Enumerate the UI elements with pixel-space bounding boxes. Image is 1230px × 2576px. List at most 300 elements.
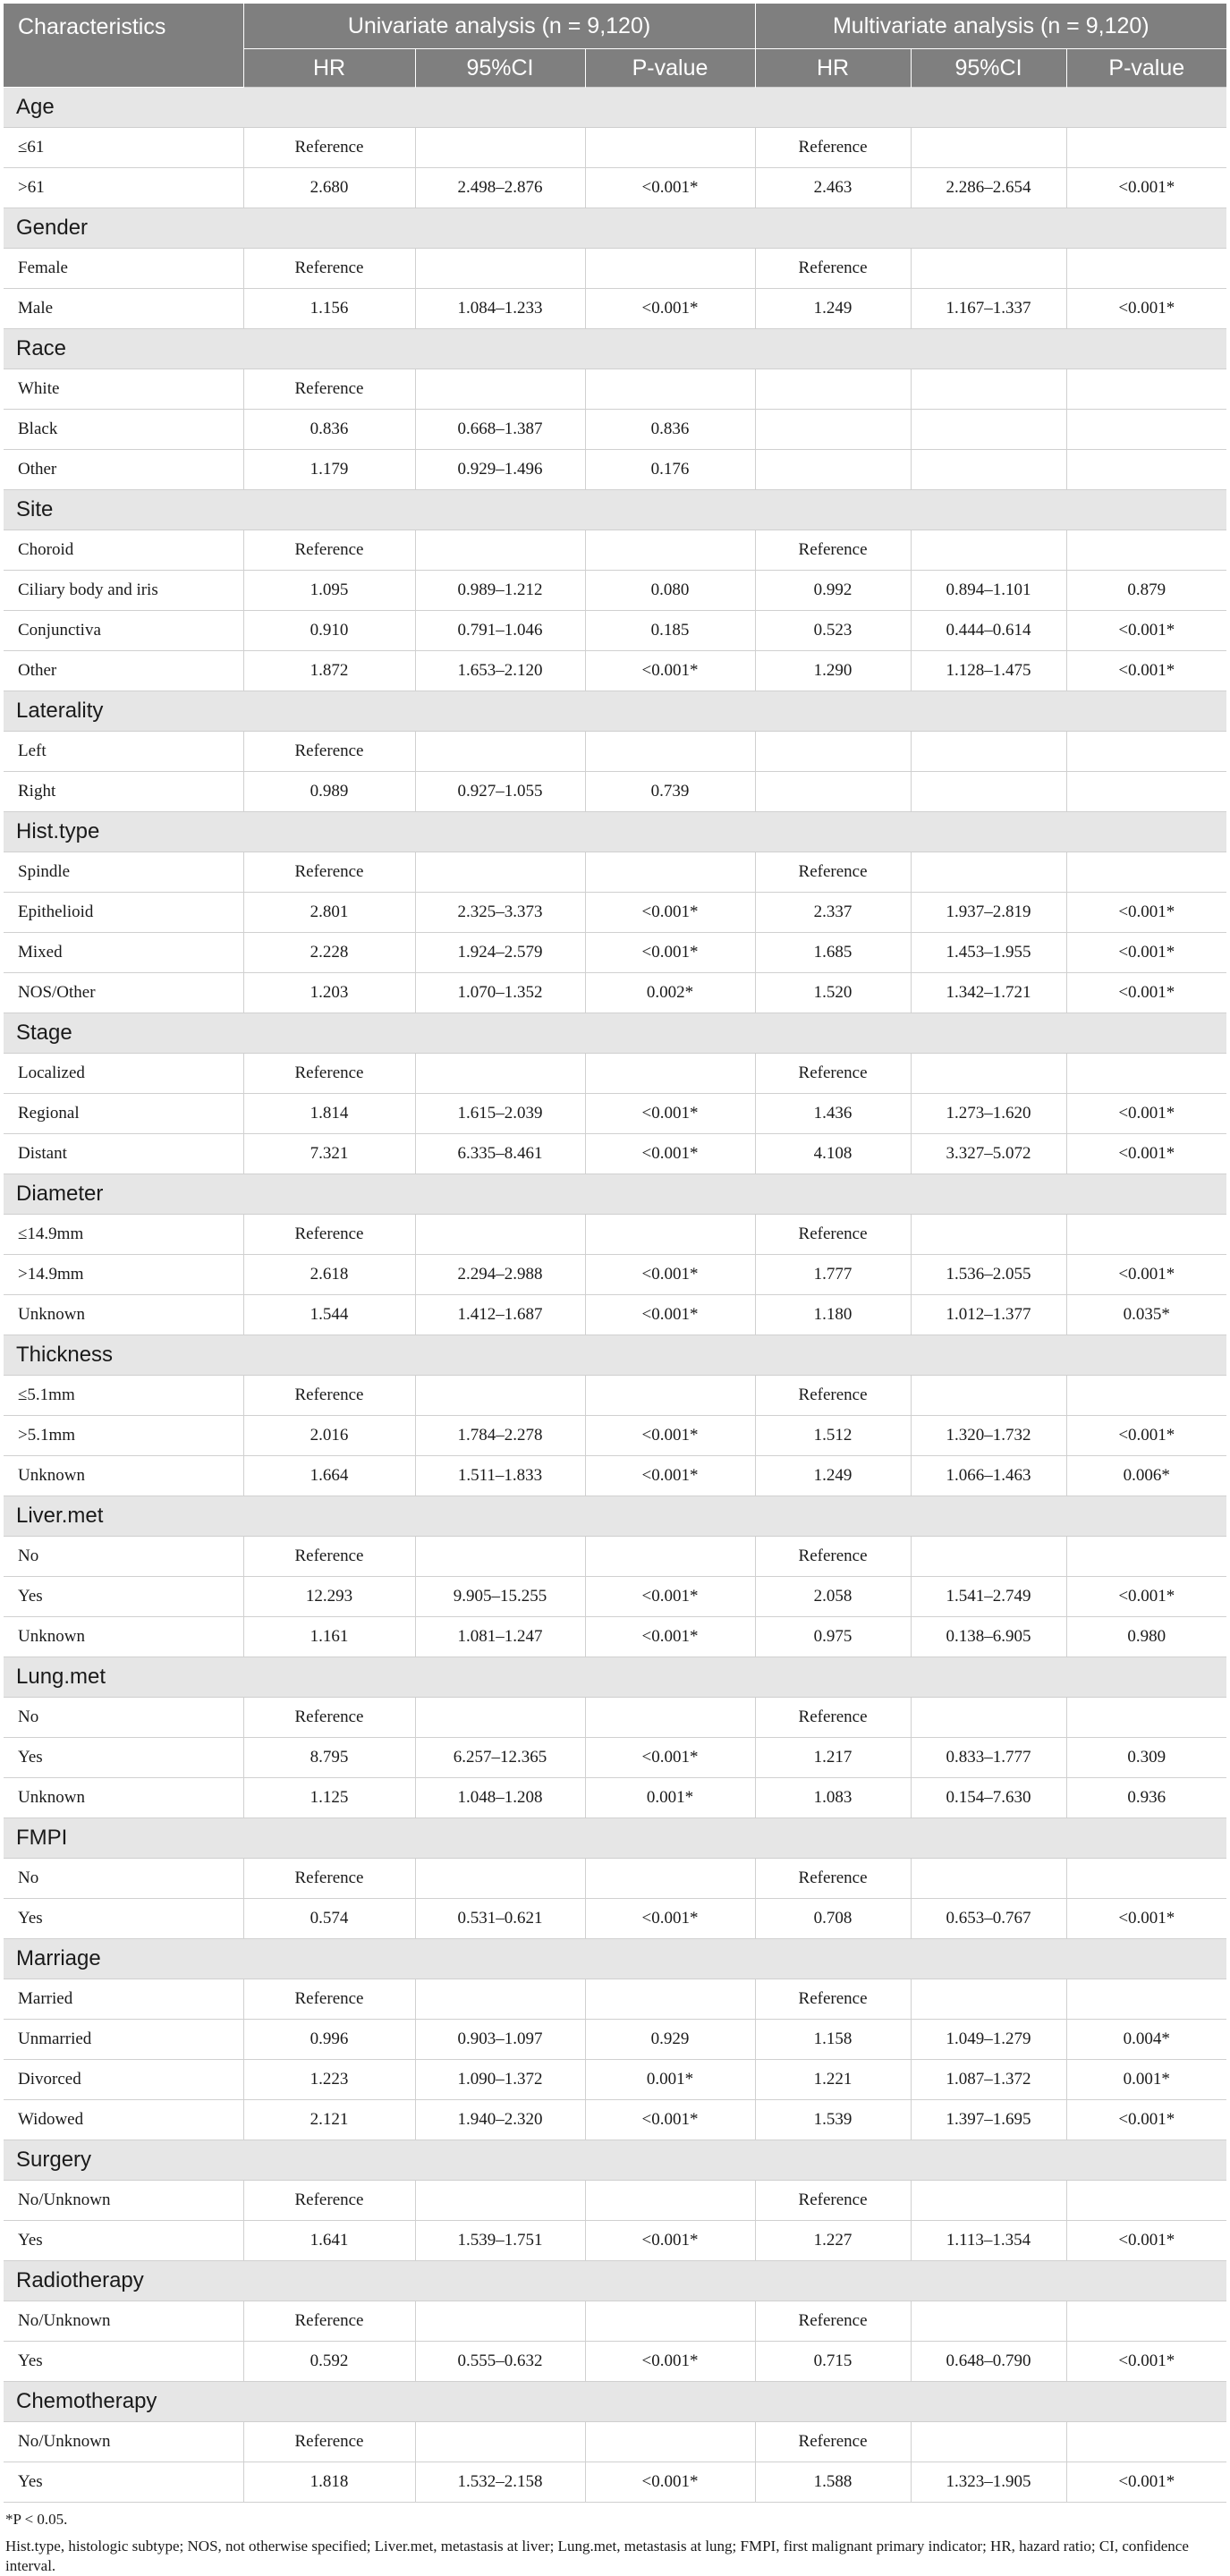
uni-ci-cell: 0.531–0.621: [415, 1899, 585, 1939]
section-row: [4, 812, 1226, 852]
multi-hr-cell: 1.520: [755, 973, 911, 1013]
multi-ci-cell: 1.113–1.354: [911, 2221, 1066, 2261]
multi-pvalue-cell: 0.001*: [1066, 2060, 1226, 2100]
multi-ci-cell: 1.049–1.279: [911, 2020, 1066, 2060]
multi-hr-cell: 2.058: [755, 1577, 911, 1617]
table-row: [4, 933, 1226, 973]
uni-pvalue-cell: [585, 2181, 755, 2221]
multi-pvalue-cell: 0.879: [1066, 571, 1226, 611]
multi-hr-cell: 0.523: [755, 611, 911, 651]
uni-pvalue-cell: [585, 1054, 755, 1094]
uni-ci-cell: [415, 1859, 585, 1899]
multi-hr-cell: 1.180: [755, 1295, 911, 1335]
uni-hr-cell: 1.203: [243, 973, 415, 1013]
row-label: >14.9mm: [4, 1255, 243, 1295]
uni-hr-cell: 1.814: [243, 1094, 415, 1134]
uni-ci-cell: [415, 369, 585, 410]
table-row: [4, 1054, 1226, 1094]
multi-ci-cell: 1.536–2.055: [911, 1255, 1066, 1295]
uni-hr-cell: 1.095: [243, 571, 415, 611]
uni-hr-cell: 1.818: [243, 2462, 415, 2503]
uni-pvalue-cell: [585, 249, 755, 289]
section-row: [4, 691, 1226, 732]
uni-hr-cell: 8.795: [243, 1738, 415, 1778]
uni-pvalue-cell: <0.001*: [585, 1094, 755, 1134]
row-label: Married: [4, 1979, 243, 2020]
row-label: Unmarried: [4, 2020, 243, 2060]
uni-hr-cell: 7.321: [243, 1134, 415, 1174]
row-label: Epithelioid: [4, 893, 243, 933]
multi-ci-cell: 1.541–2.749: [911, 1577, 1066, 1617]
multi-pvalue-cell: <0.001*: [1066, 2342, 1226, 2382]
uni-ci-cell: 1.412–1.687: [415, 1295, 585, 1335]
table-row: [4, 2221, 1226, 2261]
uni-ci-cell: [415, 530, 585, 571]
uni-pvalue-cell: <0.001*: [585, 651, 755, 691]
row-label: Choroid: [4, 530, 243, 571]
uni-hr-cell: Reference: [243, 369, 415, 410]
multi-pvalue-cell: 0.309: [1066, 1738, 1226, 1778]
uni-pvalue-cell: 0.080: [585, 571, 755, 611]
multi-ci-cell: [911, 852, 1066, 893]
multi-hr-cell: Reference: [755, 1859, 911, 1899]
table-row: [4, 1456, 1226, 1496]
uni-ci-cell: 1.784–2.278: [415, 1416, 585, 1456]
section-label: Surgery: [4, 2140, 1226, 2181]
multi-ci-cell: [911, 410, 1066, 450]
table-row: [4, 732, 1226, 772]
section-row: [4, 2261, 1226, 2301]
row-label: Yes: [4, 2342, 243, 2382]
uni-ci-cell: 1.615–2.039: [415, 1094, 585, 1134]
uni-ci-cell: 6.257–12.365: [415, 1738, 585, 1778]
multi-ci-cell: [911, 772, 1066, 812]
uni-pvalue-cell: <0.001*: [585, 2462, 755, 2503]
multi-pvalue-cell: <0.001*: [1066, 1134, 1226, 1174]
uni-pvalue-cell: <0.001*: [585, 893, 755, 933]
table-row: [4, 1416, 1226, 1456]
section-label: Stage: [4, 1013, 1226, 1054]
uni-hr-cell: 0.996: [243, 2020, 415, 2060]
multi-pvalue-cell: 0.035*: [1066, 1295, 1226, 1335]
uni-pvalue-cell: <0.001*: [585, 1617, 755, 1657]
table-row: [4, 289, 1226, 329]
uni-pvalue-cell: <0.001*: [585, 1738, 755, 1778]
multi-ci-cell: [911, 2422, 1066, 2462]
uni-ci-cell: 0.668–1.387: [415, 410, 585, 450]
header-uni-hr: HR: [243, 49, 415, 88]
table-row: [4, 2020, 1226, 2060]
table-row: [4, 369, 1226, 410]
multi-pvalue-cell: [1066, 1376, 1226, 1416]
multi-pvalue-cell: [1066, 2301, 1226, 2342]
row-label: Spindle: [4, 852, 243, 893]
row-label: Male: [4, 289, 243, 329]
multi-hr-cell: [755, 410, 911, 450]
multi-ci-cell: 0.653–0.767: [911, 1899, 1066, 1939]
uni-ci-cell: [415, 1698, 585, 1738]
uni-hr-cell: Reference: [243, 732, 415, 772]
row-label: Unknown: [4, 1295, 243, 1335]
multi-pvalue-cell: <0.001*: [1066, 1899, 1226, 1939]
uni-pvalue-cell: <0.001*: [585, 1456, 755, 1496]
section-label: Liver.met: [4, 1496, 1226, 1537]
row-label: Mixed: [4, 933, 243, 973]
section-row: [4, 1013, 1226, 1054]
row-label: NOS/Other: [4, 973, 243, 1013]
uni-pvalue-cell: [585, 1215, 755, 1255]
multi-pvalue-cell: [1066, 2422, 1226, 2462]
multi-hr-cell: 1.221: [755, 2060, 911, 2100]
multi-pvalue-cell: [1066, 1537, 1226, 1577]
uni-hr-cell: Reference: [243, 1698, 415, 1738]
row-label: Yes: [4, 1738, 243, 1778]
uni-hr-cell: 1.223: [243, 2060, 415, 2100]
multi-pvalue-cell: [1066, 410, 1226, 450]
section-row: [4, 329, 1226, 369]
multi-pvalue-cell: [1066, 128, 1226, 168]
uni-ci-cell: [415, 2301, 585, 2342]
multi-hr-cell: Reference: [755, 1537, 911, 1577]
multi-hr-cell: 1.685: [755, 933, 911, 973]
multi-pvalue-cell: <0.001*: [1066, 2462, 1226, 2503]
multi-hr-cell: 1.539: [755, 2100, 911, 2140]
uni-ci-cell: 0.929–1.496: [415, 450, 585, 490]
row-label: Left: [4, 732, 243, 772]
row-label: Black: [4, 410, 243, 450]
uni-hr-cell: 0.836: [243, 410, 415, 450]
uni-pvalue-cell: <0.001*: [585, 1899, 755, 1939]
table-row: [4, 611, 1226, 651]
multi-ci-cell: 1.342–1.721: [911, 973, 1066, 1013]
section-label: Gender: [4, 208, 1226, 249]
multi-pvalue-cell: <0.001*: [1066, 1255, 1226, 1295]
section-row: [4, 490, 1226, 530]
section-row: [4, 1818, 1226, 1859]
multi-hr-cell: 1.436: [755, 1094, 911, 1134]
row-label: >5.1mm: [4, 1416, 243, 1456]
multi-hr-cell: 1.777: [755, 1255, 911, 1295]
uni-pvalue-cell: <0.001*: [585, 933, 755, 973]
table-row: [4, 1899, 1226, 1939]
multi-hr-cell: Reference: [755, 1698, 911, 1738]
uni-ci-cell: [415, 1979, 585, 2020]
table-row: [4, 1134, 1226, 1174]
multi-pvalue-cell: 0.980: [1066, 1617, 1226, 1657]
row-label: Yes: [4, 2462, 243, 2503]
row-label: Distant: [4, 1134, 243, 1174]
multi-ci-cell: 0.138–6.905: [911, 1617, 1066, 1657]
row-label: Regional: [4, 1094, 243, 1134]
table-row: [4, 1738, 1226, 1778]
multi-pvalue-cell: [1066, 2181, 1226, 2221]
multi-hr-cell: [755, 450, 911, 490]
uni-hr-cell: 1.641: [243, 2221, 415, 2261]
uni-ci-cell: 0.555–0.632: [415, 2342, 585, 2382]
table-body: [4, 88, 1226, 2503]
uni-ci-cell: 0.791–1.046: [415, 611, 585, 651]
row-label: Other: [4, 450, 243, 490]
multi-ci-cell: 3.327–5.072: [911, 1134, 1066, 1174]
multi-ci-cell: 1.066–1.463: [911, 1456, 1066, 1496]
uni-pvalue-cell: [585, 2301, 755, 2342]
uni-hr-cell: Reference: [243, 1537, 415, 1577]
multi-pvalue-cell: <0.001*: [1066, 1094, 1226, 1134]
multi-hr-cell: 0.975: [755, 1617, 911, 1657]
uni-ci-cell: [415, 1215, 585, 1255]
row-label: Female: [4, 249, 243, 289]
multi-ci-cell: 0.894–1.101: [911, 571, 1066, 611]
uni-pvalue-cell: [585, 1376, 755, 1416]
row-label: Other: [4, 651, 243, 691]
multi-pvalue-cell: <0.001*: [1066, 2221, 1226, 2261]
multi-ci-cell: [911, 249, 1066, 289]
uni-hr-cell: 0.574: [243, 1899, 415, 1939]
uni-pvalue-cell: 0.002*: [585, 973, 755, 1013]
uni-ci-cell: 1.048–1.208: [415, 1778, 585, 1818]
multi-ci-cell: 1.167–1.337: [911, 289, 1066, 329]
uni-pvalue-cell: <0.001*: [585, 1577, 755, 1617]
table-row: [4, 2060, 1226, 2100]
multi-hr-cell: 1.217: [755, 1738, 911, 1778]
multi-hr-cell: 2.337: [755, 893, 911, 933]
uni-hr-cell: 1.544: [243, 1295, 415, 1335]
multi-ci-cell: 1.087–1.372: [911, 2060, 1066, 2100]
uni-pvalue-cell: [585, 1979, 755, 2020]
multi-pvalue-cell: [1066, 852, 1226, 893]
multi-hr-cell: 1.158: [755, 2020, 911, 2060]
table-row: [4, 1617, 1226, 1657]
uni-ci-cell: 1.081–1.247: [415, 1617, 585, 1657]
multi-hr-cell: Reference: [755, 249, 911, 289]
uni-pvalue-cell: 0.739: [585, 772, 755, 812]
header-multi-ci: 95%CI: [911, 49, 1066, 88]
multi-hr-cell: 1.227: [755, 2221, 911, 2261]
uni-ci-cell: [415, 732, 585, 772]
results-table: [4, 4, 1226, 2503]
header-multivariate: Multivariate analysis (n = 9,120): [755, 4, 1226, 49]
row-label: Unknown: [4, 1456, 243, 1496]
row-label: Conjunctiva: [4, 611, 243, 651]
multi-pvalue-cell: [1066, 732, 1226, 772]
footnote-significance: *P < 0.05.: [5, 2511, 68, 2528]
table-row: [4, 1698, 1226, 1738]
section-row: [4, 88, 1226, 128]
table-row: [4, 1215, 1226, 1255]
multi-pvalue-cell: <0.001*: [1066, 973, 1226, 1013]
uni-hr-cell: 1.664: [243, 1456, 415, 1496]
uni-pvalue-cell: 0.176: [585, 450, 755, 490]
uni-ci-cell: 0.927–1.055: [415, 772, 585, 812]
section-row: [4, 208, 1226, 249]
multi-pvalue-cell: <0.001*: [1066, 168, 1226, 208]
section-row: [4, 1657, 1226, 1698]
multi-ci-cell: 1.273–1.620: [911, 1094, 1066, 1134]
table-row: [4, 128, 1226, 168]
multi-pvalue-cell: <0.001*: [1066, 289, 1226, 329]
section-label: Hist.type: [4, 812, 1226, 852]
row-label: ≤61: [4, 128, 243, 168]
uni-pvalue-cell: [585, 852, 755, 893]
multi-pvalue-cell: [1066, 1054, 1226, 1094]
multi-hr-cell: [755, 772, 911, 812]
table-row: [4, 973, 1226, 1013]
uni-pvalue-cell: [585, 2422, 755, 2462]
table-row: [4, 1859, 1226, 1899]
table-header: [4, 4, 1226, 88]
uni-pvalue-cell: <0.001*: [585, 1255, 755, 1295]
row-label: Unknown: [4, 1778, 243, 1818]
table-row: [4, 410, 1226, 450]
section-label: Radiotherapy: [4, 2261, 1226, 2301]
table-row: [4, 168, 1226, 208]
multi-hr-cell: 1.588: [755, 2462, 911, 2503]
uni-pvalue-cell: <0.001*: [585, 2100, 755, 2140]
uni-ci-cell: 1.653–2.120: [415, 651, 585, 691]
uni-ci-cell: 1.940–2.320: [415, 2100, 585, 2140]
multi-ci-cell: [911, 2301, 1066, 2342]
multi-ci-cell: 1.397–1.695: [911, 2100, 1066, 2140]
multi-ci-cell: [911, 732, 1066, 772]
multi-ci-cell: 1.937–2.819: [911, 893, 1066, 933]
table-row: [4, 530, 1226, 571]
uni-ci-cell: 9.905–15.255: [415, 1577, 585, 1617]
table-row: [4, 1255, 1226, 1295]
header-univariate: Univariate analysis (n = 9,120): [243, 4, 755, 49]
row-label: No/Unknown: [4, 2422, 243, 2462]
multi-ci-cell: 1.128–1.475: [911, 651, 1066, 691]
uni-pvalue-cell: <0.001*: [585, 168, 755, 208]
table-row: [4, 1094, 1226, 1134]
uni-hr-cell: Reference: [243, 852, 415, 893]
multi-ci-cell: [911, 1859, 1066, 1899]
multi-hr-cell: 1.083: [755, 1778, 911, 1818]
multi-ci-cell: 0.444–0.614: [911, 611, 1066, 651]
uni-hr-cell: 1.156: [243, 289, 415, 329]
table-row: [4, 450, 1226, 490]
multi-hr-cell: Reference: [755, 2181, 911, 2221]
multi-pvalue-cell: <0.001*: [1066, 651, 1226, 691]
multi-hr-cell: 2.463: [755, 168, 911, 208]
multi-ci-cell: [911, 1537, 1066, 1577]
multi-ci-cell: 0.154–7.630: [911, 1778, 1066, 1818]
multi-hr-cell: Reference: [755, 1215, 911, 1255]
table-row: [4, 893, 1226, 933]
section-label: Laterality: [4, 691, 1226, 732]
multi-pvalue-cell: [1066, 1698, 1226, 1738]
uni-ci-cell: 0.989–1.212: [415, 571, 585, 611]
row-label: Yes: [4, 1577, 243, 1617]
multi-hr-cell: 0.992: [755, 571, 911, 611]
uni-hr-cell: Reference: [243, 128, 415, 168]
uni-pvalue-cell: [585, 1698, 755, 1738]
uni-ci-cell: 0.903–1.097: [415, 2020, 585, 2060]
row-label: No: [4, 1859, 243, 1899]
uni-ci-cell: 1.924–2.579: [415, 933, 585, 973]
uni-pvalue-cell: 0.929: [585, 2020, 755, 2060]
uni-hr-cell: Reference: [243, 1859, 415, 1899]
uni-pvalue-cell: [585, 369, 755, 410]
row-label: Ciliary body and iris: [4, 571, 243, 611]
row-label: Localized: [4, 1054, 243, 1094]
multi-pvalue-cell: [1066, 530, 1226, 571]
uni-hr-cell: 12.293: [243, 1577, 415, 1617]
table-row: [4, 249, 1226, 289]
multi-pvalue-cell: [1066, 1979, 1226, 2020]
table-row: [4, 2462, 1226, 2503]
uni-hr-cell: 2.228: [243, 933, 415, 973]
multi-hr-cell: [755, 732, 911, 772]
multi-ci-cell: [911, 128, 1066, 168]
uni-ci-cell: [415, 1376, 585, 1416]
multi-ci-cell: 1.323–1.905: [911, 2462, 1066, 2503]
section-label: Marriage: [4, 1939, 1226, 1979]
section-row: [4, 2382, 1226, 2422]
multi-ci-cell: 2.286–2.654: [911, 168, 1066, 208]
table-row: [4, 1577, 1226, 1617]
uni-pvalue-cell: 0.001*: [585, 1778, 755, 1818]
row-label: No/Unknown: [4, 2301, 243, 2342]
table-row: [4, 1295, 1226, 1335]
uni-hr-cell: Reference: [243, 249, 415, 289]
section-label: Site: [4, 490, 1226, 530]
row-label: No/Unknown: [4, 2181, 243, 2221]
uni-hr-cell: 1.125: [243, 1778, 415, 1818]
multi-hr-cell: Reference: [755, 2301, 911, 2342]
multi-ci-cell: 0.648–0.790: [911, 2342, 1066, 2382]
multi-ci-cell: [911, 1698, 1066, 1738]
multi-ci-cell: [911, 530, 1066, 571]
multi-pvalue-cell: [1066, 1215, 1226, 1255]
uni-pvalue-cell: <0.001*: [585, 2221, 755, 2261]
section-label: Race: [4, 329, 1226, 369]
section-row: [4, 1335, 1226, 1376]
row-label: No: [4, 1537, 243, 1577]
multi-hr-cell: Reference: [755, 1376, 911, 1416]
multi-pvalue-cell: <0.001*: [1066, 933, 1226, 973]
table-row: [4, 2342, 1226, 2382]
table-row: [4, 1979, 1226, 2020]
table-row: [4, 2422, 1226, 2462]
table-row: [4, 1376, 1226, 1416]
row-label: ≤5.1mm: [4, 1376, 243, 1416]
uni-ci-cell: [415, 128, 585, 168]
uni-pvalue-cell: 0.836: [585, 410, 755, 450]
uni-pvalue-cell: [585, 1537, 755, 1577]
uni-ci-cell: 1.539–1.751: [415, 2221, 585, 2261]
multi-hr-cell: 0.708: [755, 1899, 911, 1939]
section-label: Thickness: [4, 1335, 1226, 1376]
multi-hr-cell: Reference: [755, 530, 911, 571]
header-uni-ci: 95%CI: [415, 49, 585, 88]
section-label: FMPI: [4, 1818, 1226, 1859]
table-row: [4, 852, 1226, 893]
multi-pvalue-cell: 0.936: [1066, 1778, 1226, 1818]
multi-hr-cell: Reference: [755, 2422, 911, 2462]
uni-ci-cell: 2.325–3.373: [415, 893, 585, 933]
uni-hr-cell: 2.121: [243, 2100, 415, 2140]
uni-pvalue-cell: <0.001*: [585, 289, 755, 329]
table-row: [4, 772, 1226, 812]
uni-hr-cell: Reference: [243, 2422, 415, 2462]
table-row: [4, 1778, 1226, 1818]
uni-hr-cell: 1.161: [243, 1617, 415, 1657]
multi-pvalue-cell: <0.001*: [1066, 1416, 1226, 1456]
uni-ci-cell: 2.498–2.876: [415, 168, 585, 208]
row-label: Unknown: [4, 1617, 243, 1657]
multi-ci-cell: [911, 450, 1066, 490]
uni-ci-cell: [415, 1537, 585, 1577]
